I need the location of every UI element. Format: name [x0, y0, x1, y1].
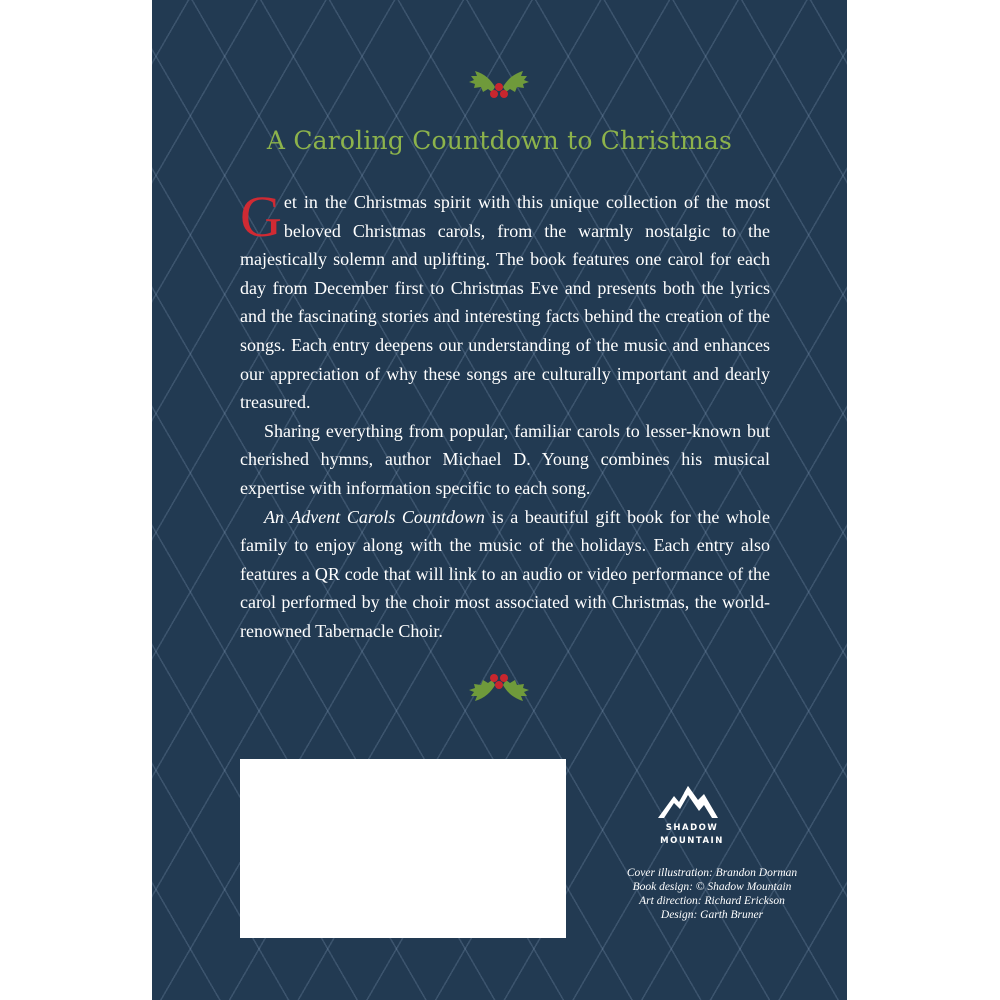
- publisher-name: [632, 822, 752, 848]
- mountain-logo-icon: [652, 778, 732, 820]
- barcode-area: [240, 759, 566, 938]
- drop-cap: G: [240, 184, 282, 249]
- credits: [582, 866, 842, 922]
- description-paragraph-2: Sharing everything from popular, familiar carols to lesser-known but cherished hymns, author Michael D. Young combines his musical expertise with information specific to each song.: [240, 420, 770, 498]
- book-title: An Advent Carols Countdown: [264, 506, 485, 527]
- credit-line: Book design: © Shadow Mountain: [632, 881, 792, 893]
- holly-icon: [461, 670, 537, 708]
- book-back-cover: [152, 0, 847, 1000]
- credit-line: Cover illustration: Brandon Dorman: [626, 867, 798, 879]
- credit-line: Art direction: Richard Erickson: [639, 895, 785, 907]
- description-body: [240, 184, 770, 646]
- credit-line: Design: Garth Bruner: [660, 909, 764, 921]
- publisher-name-line-1: SHADOW: [665, 823, 719, 833]
- description-paragraph-3: [240, 503, 770, 646]
- holly-icon: [461, 64, 537, 102]
- publisher-name-line-2: MOUNTAIN: [660, 836, 724, 846]
- paragraph-3-text: is a beautiful gift book for the whole family to enjoy along with the music of the holidays. Each entry also features a QR code that will link to an audio or video performance of the carol performed by the choir most associated with Christmas, the world-renowned Tabernacle Choir.: [240, 506, 770, 641]
- paragraph-1-text: et in the Christmas spirit with this unique collection of the most beloved Christmas carols, from the warmly nostalgic to the majestically solemn and uplifting. The book features one carol for each day from December first to Christmas Eve and presents both the lyrics and the fascinating stories and interesting facts behind the creation of the songs. Each entry deepens our understanding of the music and enhances our appreciation of why these songs are culturally important and dearly treasured.: [240, 192, 770, 413]
- description-paragraph-1: [240, 184, 770, 417]
- cover-heading: A Caroling Countdown to Christmas: [266, 126, 733, 155]
